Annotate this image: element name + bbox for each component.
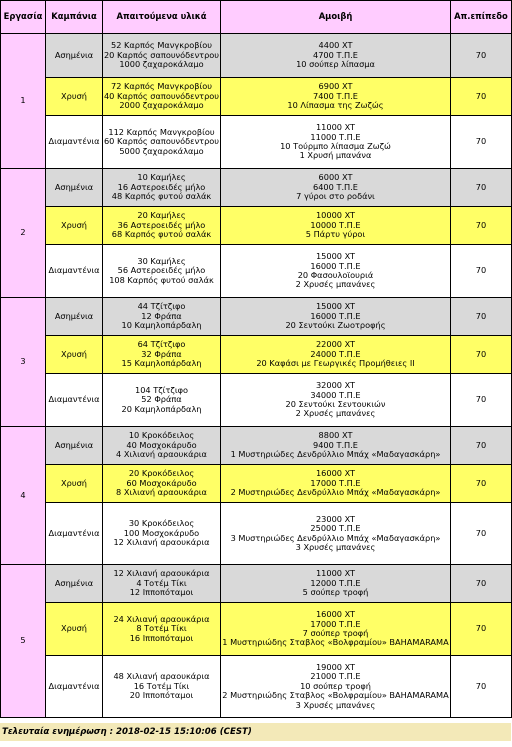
material-item: 20 Καμηλοπάρδαλη: [121, 403, 202, 414]
reward-item: 3 Χρυσές μπανάνες: [295, 541, 376, 552]
material-item: 60 Καρπός σαπουνόδεντρου: [103, 136, 220, 147]
material-item: 112 Καρπός Μανγκροβίου: [108, 126, 215, 137]
reward-item: 20 Σεντούκι Ζωοτροφής: [285, 320, 386, 331]
material-item: 5000 ζαχαροκάλαμο: [119, 145, 204, 156]
material-item: 16 Τοτέμ Τίκι: [133, 680, 190, 691]
required-level: 70: [451, 374, 512, 427]
material-item: 108 Καρπός φυτού σαλάκ: [109, 274, 214, 285]
table-row: [1, 336, 512, 374]
reward-cell: [221, 374, 451, 427]
campaign-name: Διαμαντένια: [46, 245, 103, 298]
reward-item: 22000 XT: [315, 339, 356, 350]
reward-cell: [221, 78, 451, 116]
material-item: 60 Μοσχοκάρυδο: [126, 477, 197, 488]
reward-item: 32000 XT: [315, 380, 356, 391]
required-level: 70: [451, 34, 512, 78]
reward-item: 9400 Τ.Π.Ε: [313, 439, 358, 450]
reward-item: 11000 Τ.Π.Ε: [310, 131, 361, 142]
campaign-name: Χρυσή: [46, 336, 103, 374]
required-level: 70: [451, 465, 512, 503]
materials-cell: [103, 336, 221, 374]
reward-item: 17000 Τ.Π.Ε: [310, 477, 361, 488]
material-item: 20 Καρπός σαπουνόδεντρου: [103, 49, 220, 60]
campaign-name: Ασημένια: [46, 34, 103, 78]
header-materials: Απαιτούμενα υλικά: [103, 1, 221, 34]
reward-item: 11000 XT: [315, 568, 356, 579]
material-item: 16 Ιπποπόταμοι: [129, 632, 194, 643]
reward-cell: [221, 565, 451, 603]
reward-cell: [221, 656, 451, 718]
table-row: [1, 374, 512, 427]
material-item: 16 Αστεροειδές μήλο: [117, 181, 206, 192]
reward-item: 25000 Τ.Π.Ε: [310, 523, 361, 534]
header-reward: Αμοιβή: [221, 1, 451, 34]
reward-cell: [221, 503, 451, 565]
reward-item: 6000 XT: [318, 172, 353, 183]
material-item: 30 Καμήλες: [137, 255, 186, 266]
quest-number: 3: [1, 298, 46, 427]
materials-cell: [103, 298, 221, 336]
reward-item: 6900 XT: [318, 81, 353, 92]
campaign-name: Ασημένια: [46, 298, 103, 336]
material-item: 10 Κροκόδειλος: [128, 430, 195, 441]
reward-item: 10 Λίπασμα της Ζωζώς: [287, 100, 384, 111]
material-item: 15 Καμηλοπάρδαλη: [121, 358, 202, 369]
material-item: 40 Καρπός σαπουνόδεντρου: [103, 90, 220, 101]
quest-number: 4: [1, 427, 46, 565]
reward-cell: [221, 116, 451, 169]
material-item: 12 Ιπποπόταμοι: [129, 587, 194, 598]
reward-item: 20 Καφάσι με Γεωργικές Προμήθειες II: [256, 358, 415, 369]
reward-item: 2 Μυστηριώδης Σταβλος «Βολφραμίου» BAHAMARAMA: [222, 690, 449, 701]
campaign-name: Διαμαντένια: [46, 656, 103, 718]
reward-item: 16000 Τ.Π.Ε: [310, 260, 361, 271]
reward-item: 3 Μυστηριώδες Δενδρύλλιο Μπάχ «Μαδαγασκάρη»: [230, 532, 441, 543]
material-item: 1000 ζαχαροκάλαμο: [119, 59, 204, 70]
table-row: [1, 207, 512, 245]
materials-cell: [103, 116, 221, 169]
campaign-name: Χρυσή: [46, 465, 103, 503]
reward-item: 10 σούπερ τροφή: [300, 680, 371, 691]
material-item: 52 Καρπός Μανγκροβίου: [111, 40, 212, 51]
header-campaign: Καμπάνια: [46, 1, 103, 34]
reward-item: 16000 XT: [315, 609, 356, 620]
quest-number: 1: [1, 34, 46, 169]
campaign-name: Χρυσή: [46, 78, 103, 116]
material-item: 56 Αστεροειδές μήλο: [117, 265, 206, 276]
campaign-name: Διαμαντένια: [46, 116, 103, 169]
campaign-name: Χρυσή: [46, 603, 103, 656]
reward-cell: [221, 207, 451, 245]
reward-item: 5 σούπερ τροφή: [302, 587, 369, 598]
reward-item: 6400 Τ.Π.Ε: [313, 181, 358, 192]
material-item: 30 Κροκόδειλος: [128, 518, 195, 529]
required-level: 70: [451, 298, 512, 336]
reward-item: 10 Τούρμπο λίπασμα Ζωζώ: [280, 141, 391, 151]
materials-cell: [103, 603, 221, 656]
material-item: 10 Καμήλες: [137, 172, 186, 183]
material-item: 48 Καρπός φυτού σαλάκ: [111, 191, 212, 202]
material-item: 8 Τοτέμ Τίκι: [136, 623, 187, 634]
reward-cell: [221, 169, 451, 207]
material-item: 104 Τζίτζιφο: [134, 384, 189, 395]
quest-number: 5: [1, 565, 46, 718]
reward-cell: [221, 603, 451, 656]
reward-item: 10000 Τ.Π.Ε: [310, 219, 361, 230]
reward-cell: [221, 465, 451, 503]
material-item: 36 Αστεροειδές μήλο: [117, 219, 206, 230]
reward-item: 17000 Τ.Π.Ε: [310, 618, 361, 629]
campaign-name: Ασημένια: [46, 565, 103, 603]
table-row: [1, 503, 512, 565]
reward-item: 24000 Τ.Π.Ε: [310, 348, 361, 359]
header-level: Απ.επίπεδο: [451, 1, 512, 34]
campaign-name: Διαμαντένια: [46, 374, 103, 427]
required-level: 70: [451, 603, 512, 656]
materials-cell: [103, 503, 221, 565]
table-row: [1, 298, 512, 336]
table-row: [1, 656, 512, 718]
reward-item: 8800 XT: [318, 430, 353, 441]
table-row: [1, 34, 512, 78]
material-item: 4 Τοτέμ Τίκι: [136, 577, 187, 588]
reward-cell: [221, 298, 451, 336]
materials-cell: [103, 207, 221, 245]
reward-item: 2 Μυστηριώδες Δενδρύλλιο Μπάχ «Μαδαγασκάρη»: [230, 487, 441, 498]
reward-cell: [221, 34, 451, 78]
materials-cell: [103, 656, 221, 718]
reward-item: 3 Χρυσές μπανάνες: [295, 699, 376, 710]
materials-cell: [103, 245, 221, 298]
reward-item: 20 Σεντούκι Σεντουκιών: [285, 399, 386, 409]
material-item: 64 Τζίτζιφο: [137, 339, 186, 350]
reward-item: 12000 Τ.Π.Ε: [310, 577, 361, 588]
required-level: 70: [451, 116, 512, 169]
reward-item: 5 Πάρτυ γύροι: [305, 229, 366, 240]
header-quest: Εργασία: [1, 1, 46, 34]
material-item: 44 Τζίτζιφο: [137, 301, 186, 312]
required-level: 70: [451, 245, 512, 298]
required-level: 70: [451, 78, 512, 116]
reward-item: 4700 Τ.Π.Ε: [313, 49, 358, 60]
material-item: 4 Χιλιανή αραουκάρια: [116, 449, 207, 460]
last-updated: Τελευταία ενημέρωση : 2018-02-15 15:10:06 (CEST): [0, 723, 511, 741]
reward-item: 15000 XT: [315, 251, 356, 262]
required-level: 70: [451, 656, 512, 718]
reward-item: 2 Χρυσές μπανάνες: [295, 408, 376, 419]
material-item: 52 Φράπα: [141, 394, 182, 405]
campaign-name: Ασημένια: [46, 427, 103, 465]
reward-item: 1 Μυστηριώδης Σταβλος «Βολφραμίου» BAHAMARAMA: [222, 637, 449, 648]
reward-item: 34000 Τ.Π.Ε: [310, 389, 361, 400]
material-item: 68 Καρπός φυτού σαλάκ: [111, 229, 212, 240]
required-level: 70: [451, 503, 512, 565]
reward-item: 10000 XT: [315, 210, 356, 221]
campaign-name: Διαμαντένια: [46, 503, 103, 565]
reward-item: 7 σούπερ τροφή: [302, 628, 369, 638]
reward-item: 16000 XT: [315, 468, 356, 479]
material-item: 72 Καρπός Μανγκροβίου: [111, 81, 212, 92]
material-item: 12 Φράπα: [141, 310, 182, 321]
reward-item: 20 Φασουλοϊουριά: [297, 270, 374, 280]
reward-item: 16000 Τ.Π.Ε: [310, 310, 361, 321]
reward-item: 1 Μυστηριώδες Δενδρύλλιο Μπάχ «Μαδαγασκάρη»: [230, 449, 441, 460]
reward-item: 7400 Τ.Π.Ε: [313, 90, 358, 101]
quest-table-body: [1, 34, 512, 718]
material-item: 12 Χιλιανή αραουκάρια: [113, 568, 210, 579]
required-level: 70: [451, 169, 512, 207]
reward-cell: [221, 245, 451, 298]
required-level: 70: [451, 565, 512, 603]
material-item: 48 Χιλιανή αραουκάρια: [113, 671, 210, 682]
reward-cell: [221, 427, 451, 465]
materials-cell: [103, 34, 221, 78]
material-item: 20 Καμήλες: [137, 210, 186, 221]
required-level: 70: [451, 207, 512, 245]
materials-cell: [103, 565, 221, 603]
reward-item: 10 σούπερ λίπασμα: [296, 59, 375, 70]
table-row: [1, 169, 512, 207]
materials-cell: [103, 78, 221, 116]
required-level: 70: [451, 427, 512, 465]
reward-item: 2 Χρυσές μπανάνες: [295, 279, 376, 290]
material-item: 12 Χιλιανή αραουκάρια: [113, 537, 210, 548]
reward-cell: [221, 336, 451, 374]
table-row: [1, 78, 512, 116]
reward-item: 15000 XT: [315, 301, 356, 312]
table-row: [1, 116, 512, 169]
reward-item: 23000 XT: [315, 513, 356, 524]
material-item: 24 Χιλιανή αραουκάρια: [113, 613, 210, 624]
material-item: 20 Κροκόδειλος: [128, 468, 195, 479]
table-row: [1, 427, 512, 465]
material-item: 10 Καμηλοπάρδαλη: [121, 320, 202, 331]
material-item: 100 Μοσχοκάρυδο: [123, 527, 200, 538]
table-row: [1, 603, 512, 656]
table-row: [1, 245, 512, 298]
required-level: 70: [451, 336, 512, 374]
material-item: 2000 ζαχαροκάλαμο: [119, 100, 204, 111]
material-item: 40 Μοσχοκάρυδο: [126, 439, 197, 450]
table-row: [1, 465, 512, 503]
materials-cell: [103, 465, 221, 503]
materials-cell: [103, 427, 221, 465]
table-row: [1, 565, 512, 603]
materials-cell: [103, 169, 221, 207]
reward-item: 21000 Τ.Π.Ε: [310, 671, 361, 682]
reward-item: 4400 XT: [318, 40, 353, 51]
material-item: 32 Φράπα: [141, 348, 182, 359]
reward-item: 19000 XT: [315, 661, 356, 672]
material-item: 8 Χιλιανή αραουκάρια: [116, 487, 207, 498]
reward-item: 7 γύροι στο ροδάνι: [296, 191, 375, 202]
table-header-row: [1, 1, 512, 34]
material-item: 20 Ιπποπόταμοι: [129, 690, 194, 701]
campaign-name: Χρυσή: [46, 207, 103, 245]
reward-item: 1 Χρυσή μπανάνα: [299, 150, 372, 161]
quest-number: 2: [1, 169, 46, 298]
reward-item: 11000 XT: [315, 122, 356, 133]
campaign-name: Ασημένια: [46, 169, 103, 207]
materials-cell: [103, 374, 221, 427]
